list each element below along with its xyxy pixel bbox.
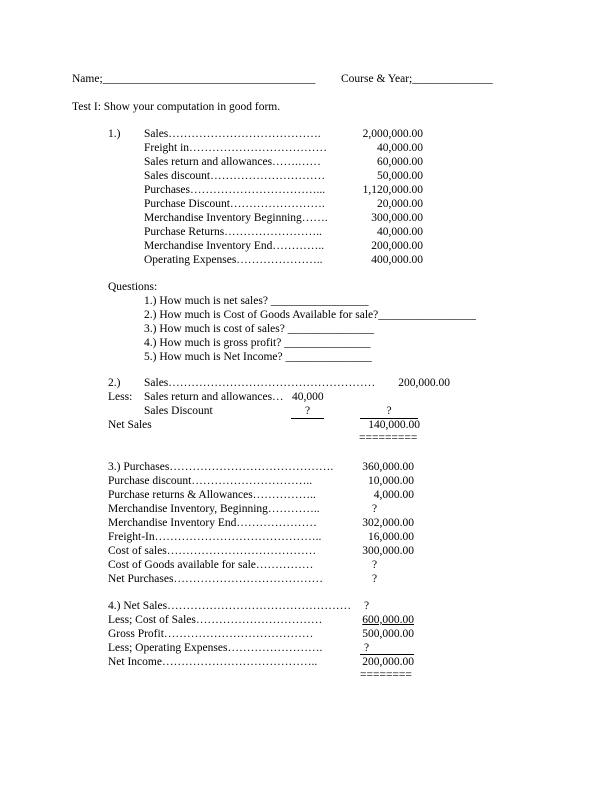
p1-label-purchase-returns: Purchase Returns…………………….. — [144, 226, 322, 238]
p1-value-purchase-returns: 40,000.00 — [377, 226, 423, 238]
p1-label-sales-returns: Sales return and allowances…….…… — [144, 156, 321, 168]
p1-label-freight-in: Freight in……………………………… — [144, 142, 328, 154]
problem-2-number: 2.) — [108, 377, 121, 389]
p1-label-operating-expenses: Operating Expenses………………….. — [144, 254, 323, 266]
p2-value-discount: ? — [291, 404, 324, 419]
p3-label-net-purchases: Net Purchases………………………………… — [108, 573, 323, 585]
p4-label-cost-of-sales: Less; Cost of Sales…………………………… — [108, 614, 323, 626]
p2-less-label: Less: — [108, 391, 133, 403]
p2-label-returns: Sales return and allowances… — [144, 391, 284, 403]
p1-value-sales-returns: 60,000.00 — [377, 156, 423, 168]
p1-label-sales-discount: Sales discount………………………… — [144, 170, 326, 182]
p1-value-purchases: 1,120,000.00 — [362, 184, 423, 196]
p4-value-gross-profit: 500,000.00 — [362, 628, 414, 640]
p1-value-freight-in: 40,000.00 — [377, 142, 423, 154]
p3-value-net-purchases: ? — [372, 573, 378, 585]
p3-label-purchase-discount: Purchase discount………………………….. — [108, 475, 313, 487]
p4-label-gross-profit: Gross Profit………………………………… — [108, 628, 314, 640]
p2-value-net-sales: 140,000.00 — [368, 419, 420, 431]
p3-value-inventory-beginning: ? — [372, 503, 378, 515]
p4-label-net-income: Net Income………………………………….. — [108, 656, 318, 668]
question-4: 4.) How much is gross profit? _______________ — [144, 337, 371, 349]
p1-value-inventory-end: 200,000.00 — [371, 240, 423, 252]
p3-value-cost-of-sales: 300,000.00 — [362, 545, 414, 557]
questions-heading: Questions: — [108, 281, 158, 293]
p2-discount-total: ? — [360, 404, 418, 419]
p3-value-purchases: 360,000.00 — [362, 461, 414, 473]
p1-label-sales: Sales…………………………………. — [144, 128, 321, 140]
p2-label-discount: Sales Discount — [144, 405, 213, 417]
p4-label-operating-expenses: Less; Operating Expenses……………………. — [108, 642, 323, 654]
p3-label-cost-of-sales: Cost of sales………………………………… — [108, 545, 317, 557]
p3-value-freight-in: 16,000.00 — [368, 531, 414, 543]
p1-label-purchases: Purchases……………………………... — [144, 184, 326, 196]
p4-double-rule: ======== — [360, 669, 412, 681]
course-year-field-line[interactable]: Course & Year;______________ — [341, 73, 493, 85]
p4-value-operating-expenses: ? — [360, 641, 414, 655]
question-1: 1.) How much is net sales? _________________ — [144, 295, 369, 307]
p4-value-cost-of-sales: 600,000.00 — [362, 614, 414, 626]
p1-label-purchase-discount: Purchase Discount……………………. — [144, 198, 325, 210]
p3-label-inventory-end: Merchandise Inventory End………………… — [108, 517, 317, 529]
question-3: 3.) How much is cost of sales? _______________ — [144, 323, 374, 335]
p3-label-cogas: Cost of Goods available for sale…………… — [108, 559, 314, 571]
p3-label-freight-in: Freight-In…………………………………….. — [108, 531, 322, 543]
p1-value-operating-expenses: 400,000.00 — [371, 254, 423, 266]
p3-label-purchases: 3.) Purchases……………………………………. — [108, 461, 334, 473]
p2-value-sales: 200,000.00 — [398, 377, 450, 389]
p3-value-cogas: ? — [372, 559, 378, 571]
p2-double-rule: ========= — [359, 432, 418, 444]
p3-label-inventory-beginning: Merchandise Inventory, Beginning………….. — [108, 503, 320, 515]
p2-label-sales: Sales……………………………………………… — [144, 377, 376, 389]
p1-label-inventory-end: Merchandise Inventory End………….. — [144, 240, 325, 252]
p1-value-purchase-discount: 20,000.00 — [377, 198, 423, 210]
p1-value-inventory-beginning: 300,000.00 — [371, 212, 423, 224]
test-instructions: Test I: Show your computation in good form. — [72, 101, 281, 113]
p3-value-purchase-discount: 10,000.00 — [368, 475, 414, 487]
p1-label-inventory-beginning: Merchandise Inventory Beginning……. — [144, 212, 328, 224]
p1-value-sales-discount: 50,000.00 — [377, 170, 423, 182]
question-5: 5.) How much is Net Income? _______________ — [144, 351, 372, 363]
p3-value-purchase-returns: 4,000.00 — [373, 489, 414, 501]
p3-value-inventory-end: 302,000.00 — [362, 517, 414, 529]
p4-label-net-sales: 4.) Net Sales………………………………………… — [108, 600, 352, 612]
p2-value-returns: 40,000 — [292, 391, 324, 403]
p1-value-sales: 2,000,000.00 — [362, 128, 423, 140]
p3-label-purchase-returns: Purchase returns & Allowances…………….. — [108, 489, 316, 501]
p2-label-net-sales: Net Sales — [108, 419, 152, 431]
problem-1-number: 1.) — [108, 128, 121, 140]
name-field-line[interactable]: Name;_____________________________________ — [72, 73, 316, 85]
p4-value-net-income: 200,000.00 — [362, 656, 414, 668]
p4-value-net-sales: ? — [364, 600, 370, 612]
question-2: 2.) How much is Cost of Goods Available for sale?_________________ — [144, 309, 476, 321]
